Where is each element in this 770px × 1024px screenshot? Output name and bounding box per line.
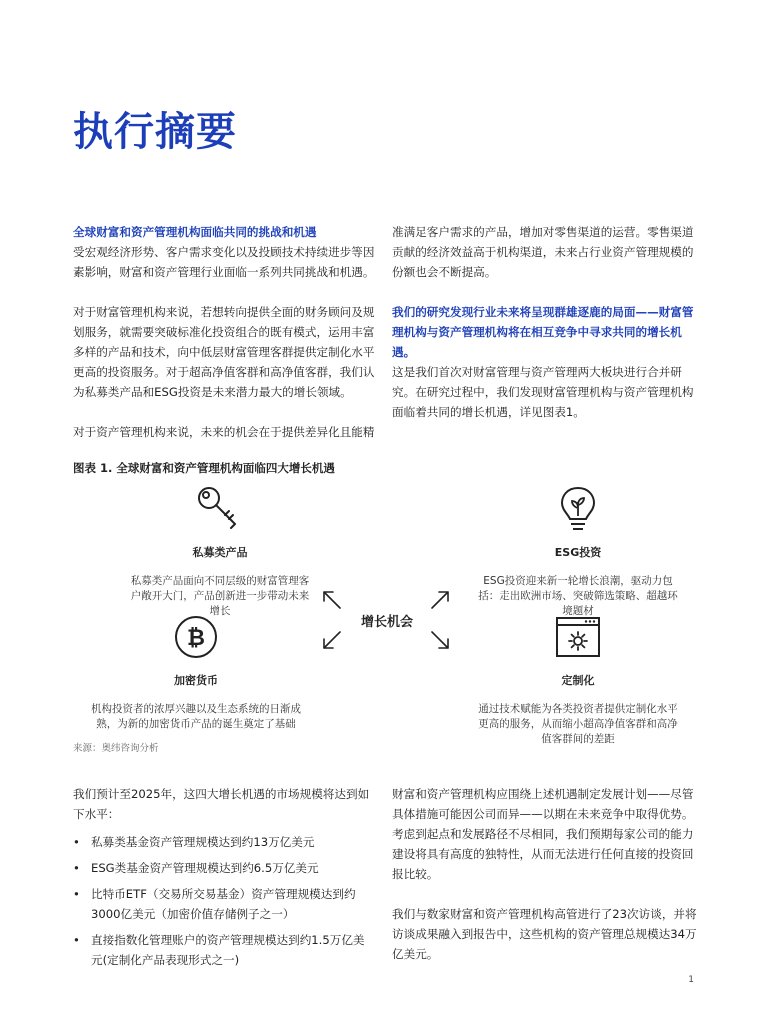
paragraph: 准满足客户需求的产品，增加对零售渠道的运营。零售渠道贡献的经济效益高于机构渠道，未来占行业资产管理规模的份额也会不断提高。: [392, 225, 694, 279]
browser-gear-icon: [553, 612, 603, 662]
svg-text:₿: ₿: [187, 626, 205, 651]
figure-source: 来源：奥纬咨询分析: [73, 743, 159, 754]
arrow-down-left-icon: [320, 628, 344, 652]
paragraph: 对于资产管理机构来说，未来的机会在于提供差异化且能精: [73, 425, 375, 439]
growth-opportunities-label: 增长机会: [360, 615, 413, 630]
bitcoin-coin-icon: [171, 612, 221, 662]
paragraph: 这是我们首次对财富管理与资产管理两大板块进行合并研究。在研究过程中，我们发现财富管理机构与资产管理机构面临着共同的增长机遇，详见图表1。: [392, 365, 694, 419]
arrow-down-right-icon: [428, 628, 452, 652]
arrow-up-left-icon: [320, 588, 344, 612]
section-subhead: [73, 222, 378, 282]
card-description: 通过技术赋能为各类投资者提供定制化水平更高的服务，从而缩小超高净值客群和高净值客群间的差距: [478, 703, 678, 745]
left-column: [73, 222, 378, 462]
lightbulb-plant-icon: [553, 484, 603, 534]
arrow-up-right-icon: [428, 588, 452, 612]
card-esg: [448, 484, 708, 619]
card-private-products: [90, 484, 350, 619]
bullet-list: [73, 832, 373, 970]
paragraph: 对于财富管理机构来说，若想转向提供全面的财务顾问及规划服务，就需要突破标准化投资组合的既有模式，运用丰富多样的产品和技术，向中低层财富管理客群提供定制化水平更高的投资服务。对于超高净值客群和高净值客群，我们认为私募类产品和ESG投资是未来潜力最大的增长领域。: [73, 305, 375, 399]
key-icon: [195, 484, 245, 534]
paragraph: 我们预计至2025年，这四大增长机遇的市场规模将达到如下水平：: [73, 787, 370, 821]
card-title: 加密货币: [174, 674, 218, 687]
bottom-left-column: [73, 784, 373, 976]
bottom-right-column: [392, 784, 697, 984]
card-customization: [448, 612, 708, 747]
list-item: • 私募类基金资产管理规模达到约13万亿美元: [73, 832, 373, 852]
list-item: • 直接指数化管理账户的资产管理规模达到约1.5万亿美元(定制化产品表现形式之一): [73, 930, 373, 970]
card-description: ESG投资迎来新一轮增长浪潮，驱动力包括：走出欧洲市场、突破筛选策略、超越环境题材: [478, 575, 678, 617]
card-title: ESG投资: [554, 546, 602, 559]
subhead-challenges: 全球财富和资产管理机构面临共同的挑战和机遇: [73, 225, 317, 239]
card-description: 机构投资者的浓厚兴趣以及生态系统的日渐成熟，为新的加密货币产品的诞生奠定了基础: [91, 703, 301, 730]
paragraph: 财富和资产管理机构应围绕上述机遇制定发展计划——尽管具体措施可能因公司而异——以期在未来竞争中取得优势。考虑到起点和发展路径不尽相同，我们预期每家公司的能力建设将具有高度的独特性，从而无法进行任何直接的投资回报比较。: [392, 787, 694, 881]
figure-caption: 图表 1. 全球财富和资产管理机构面临四大增长机遇: [73, 461, 335, 475]
card-crypto: [66, 612, 326, 732]
paragraph: 受宏观经济形势、客户需求变化以及投顾技术持续进步等因素影响，财富和资产管理行业面临一系列共同挑战和机遇。: [73, 245, 375, 279]
section-subhead: [392, 302, 697, 422]
right-column: [392, 222, 697, 442]
list-item: • 比特币ETF（交易所交易基金）资产管理规模达到约3000亿美元（加密价值存储例子之一）: [73, 884, 373, 924]
card-description: 私募类产品面向不同层级的财富管理客户敞开大门，产品创新进一步带动未来增长: [130, 575, 310, 617]
subhead-findings: 我们的研究发现行业未来将呈现群雄逐鹿的局面——财富管理机构与资产管理机构将在相互竞争中寻求共同的增长机遇。: [392, 305, 694, 359]
page-title: 执行摘要: [73, 109, 237, 155]
paragraph: 我们与数家财富和资产管理机构高管进行了23次访谈，并将访谈成果融入到报告中，这些机构的资产管理总规模达34万亿美元。: [392, 907, 697, 961]
list-item: • ESG类基金资产管理规模达到约6.5万亿美元: [73, 858, 373, 878]
card-title: 私募类产品: [192, 546, 248, 559]
page-number: 1: [688, 975, 694, 985]
card-title: 定制化: [561, 674, 595, 687]
